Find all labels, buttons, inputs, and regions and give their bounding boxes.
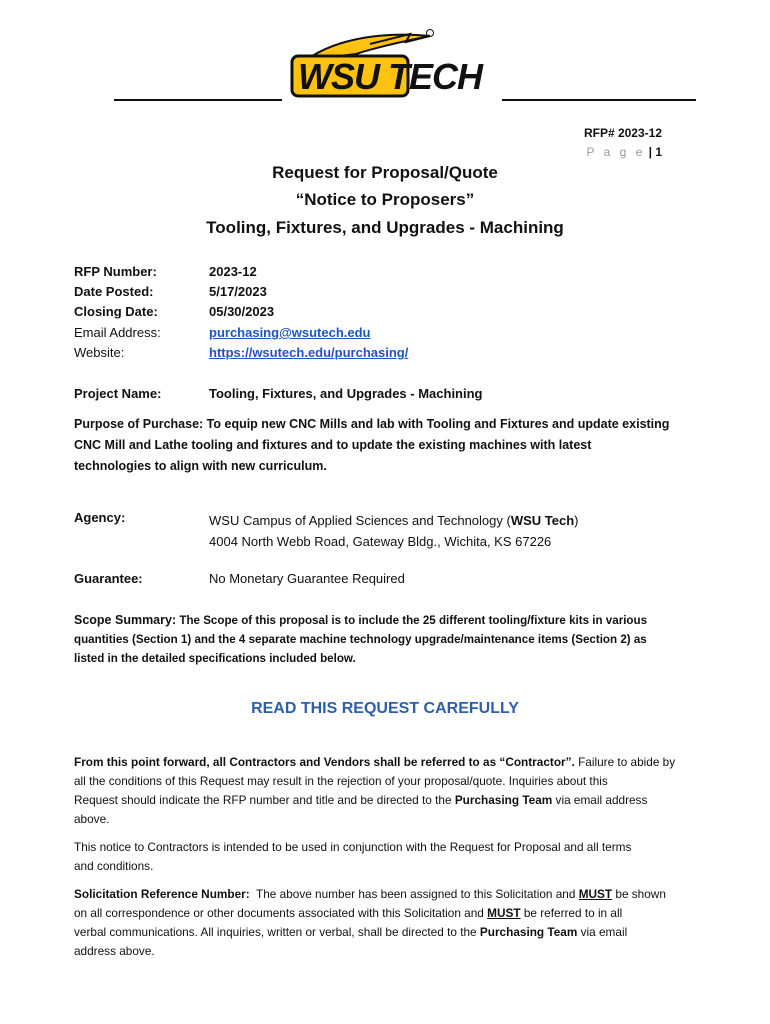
project-name-label: Project Name: xyxy=(74,386,162,401)
forward-bold: From this point forward, all Contractors and Vendors shall be referred to as “Contractor”. xyxy=(74,755,575,769)
document-title: Request for Proposal/Quote xyxy=(272,163,498,182)
wsu-tech-logo xyxy=(110,22,700,112)
solicitation-text: be shown xyxy=(612,887,666,901)
read-carefully-heading: READ THIS REQUEST CAREFULLY xyxy=(251,700,519,717)
scope-label: Scope Summary: xyxy=(74,613,177,627)
agency-label: Agency: xyxy=(74,510,126,525)
forward-text: Request should indicate the RFP number and title and be directed to the xyxy=(74,793,455,807)
forward-line: all the conditions of this Request may result in the rejection of your proposal/quote. Inquiries about this xyxy=(74,774,608,788)
solicitation-text: via email xyxy=(577,925,628,939)
forward-text: Failure to abide by xyxy=(574,755,676,769)
email-label: Email Address: xyxy=(74,325,161,340)
scope-line: quantities (Section 1) and the 4 separate machine technology upgrade/maintenance items (Section 2) as xyxy=(74,633,647,646)
document-subtitle: “Notice to Proposers” xyxy=(295,190,475,209)
solicitation-label: Solicitation Reference Number: xyxy=(74,887,250,901)
scope-line: listed in the detailed specifications included below. xyxy=(74,652,356,665)
notice-line: This notice to Contractors is intended to be used in conjunction with the Request for Proposal and all terms xyxy=(74,840,632,854)
forward-line: above. xyxy=(74,812,110,826)
date-posted-label: Date Posted: xyxy=(74,284,154,299)
forward-paragraph xyxy=(74,753,704,829)
forward-text: via email address xyxy=(552,793,648,807)
guarantee-value: No Monetary Guarantee Required xyxy=(209,571,405,586)
purchasing-team-text: Purchasing Team xyxy=(454,793,553,807)
agency-short-name: WSU Tech xyxy=(510,513,575,528)
guarantee-label: Guarantee: xyxy=(74,571,143,586)
rfp-number-header: RFP# 2023-12 xyxy=(583,126,662,140)
solicitation-text: verbal communications. All inquiries, written or verbal, shall be directed to the xyxy=(74,925,480,939)
logo-wordmark: WSU TECH xyxy=(298,56,482,97)
rfp-number-label: RFP Number: xyxy=(74,264,157,279)
website-link[interactable]: https://wsutech.edu/purchasing/ xyxy=(209,345,409,360)
page-separator: | xyxy=(648,145,652,159)
must-emphasis: MUST xyxy=(487,906,521,920)
project-name-value: Tooling, Fixtures, and Upgrades - Machining xyxy=(209,386,483,401)
agency-name-text: WSU Campus of Applied Sciences and Technology ( xyxy=(209,513,511,528)
agency-value xyxy=(209,510,578,552)
document-project-title: Tooling, Fixtures, and Upgrades - Machining xyxy=(206,218,564,237)
website-label: Website: xyxy=(74,345,125,360)
rfp-number-value: 2023-12 xyxy=(209,264,257,279)
solicitation-text: be referred to in all xyxy=(520,906,623,920)
solicitation-text: on all correspondence or other documents associated with this Solicitation and xyxy=(74,906,488,920)
page-number: 1 xyxy=(655,145,662,159)
must-emphasis: MUST xyxy=(578,887,613,901)
page-indicator xyxy=(586,145,662,159)
solicitation-paragraph xyxy=(74,885,704,961)
agency-address: 4004 North Webb Road, Gateway Bldg., Wichita, KS 67226 xyxy=(209,534,552,549)
solicitation-line: address above. xyxy=(74,944,155,958)
scope-paragraph xyxy=(74,611,704,668)
purpose-line: technologies to align with new curriculum. xyxy=(74,459,327,473)
purpose-line: Purpose of Purchase: To equip new CNC Mills and lab with Tooling and Fixtures and update existing xyxy=(74,417,670,431)
solicitation-text: The above number has been assigned to this Solicitation and xyxy=(249,887,579,901)
notice-line: and conditions. xyxy=(74,859,154,873)
date-posted-value: 5/17/2023 xyxy=(209,284,267,299)
notice-paragraph xyxy=(74,838,704,876)
purpose-line: CNC Mill and Lathe tooling and fixtures and to update the existing machines with latest xyxy=(74,438,592,452)
purpose-paragraph xyxy=(74,414,704,477)
closing-date-value: 05/30/2023 xyxy=(209,304,275,319)
purchasing-team-text: Purchasing Team xyxy=(479,925,578,939)
closing-date-label: Closing Date: xyxy=(74,304,158,319)
agency-paren: ) xyxy=(574,513,579,528)
page-word: P a g e xyxy=(586,145,646,159)
email-link[interactable]: purchasing@wsutech.edu xyxy=(209,325,371,340)
scope-line: The Scope of this proposal is to include the 25 different tooling/fixture kits in various xyxy=(179,614,648,627)
